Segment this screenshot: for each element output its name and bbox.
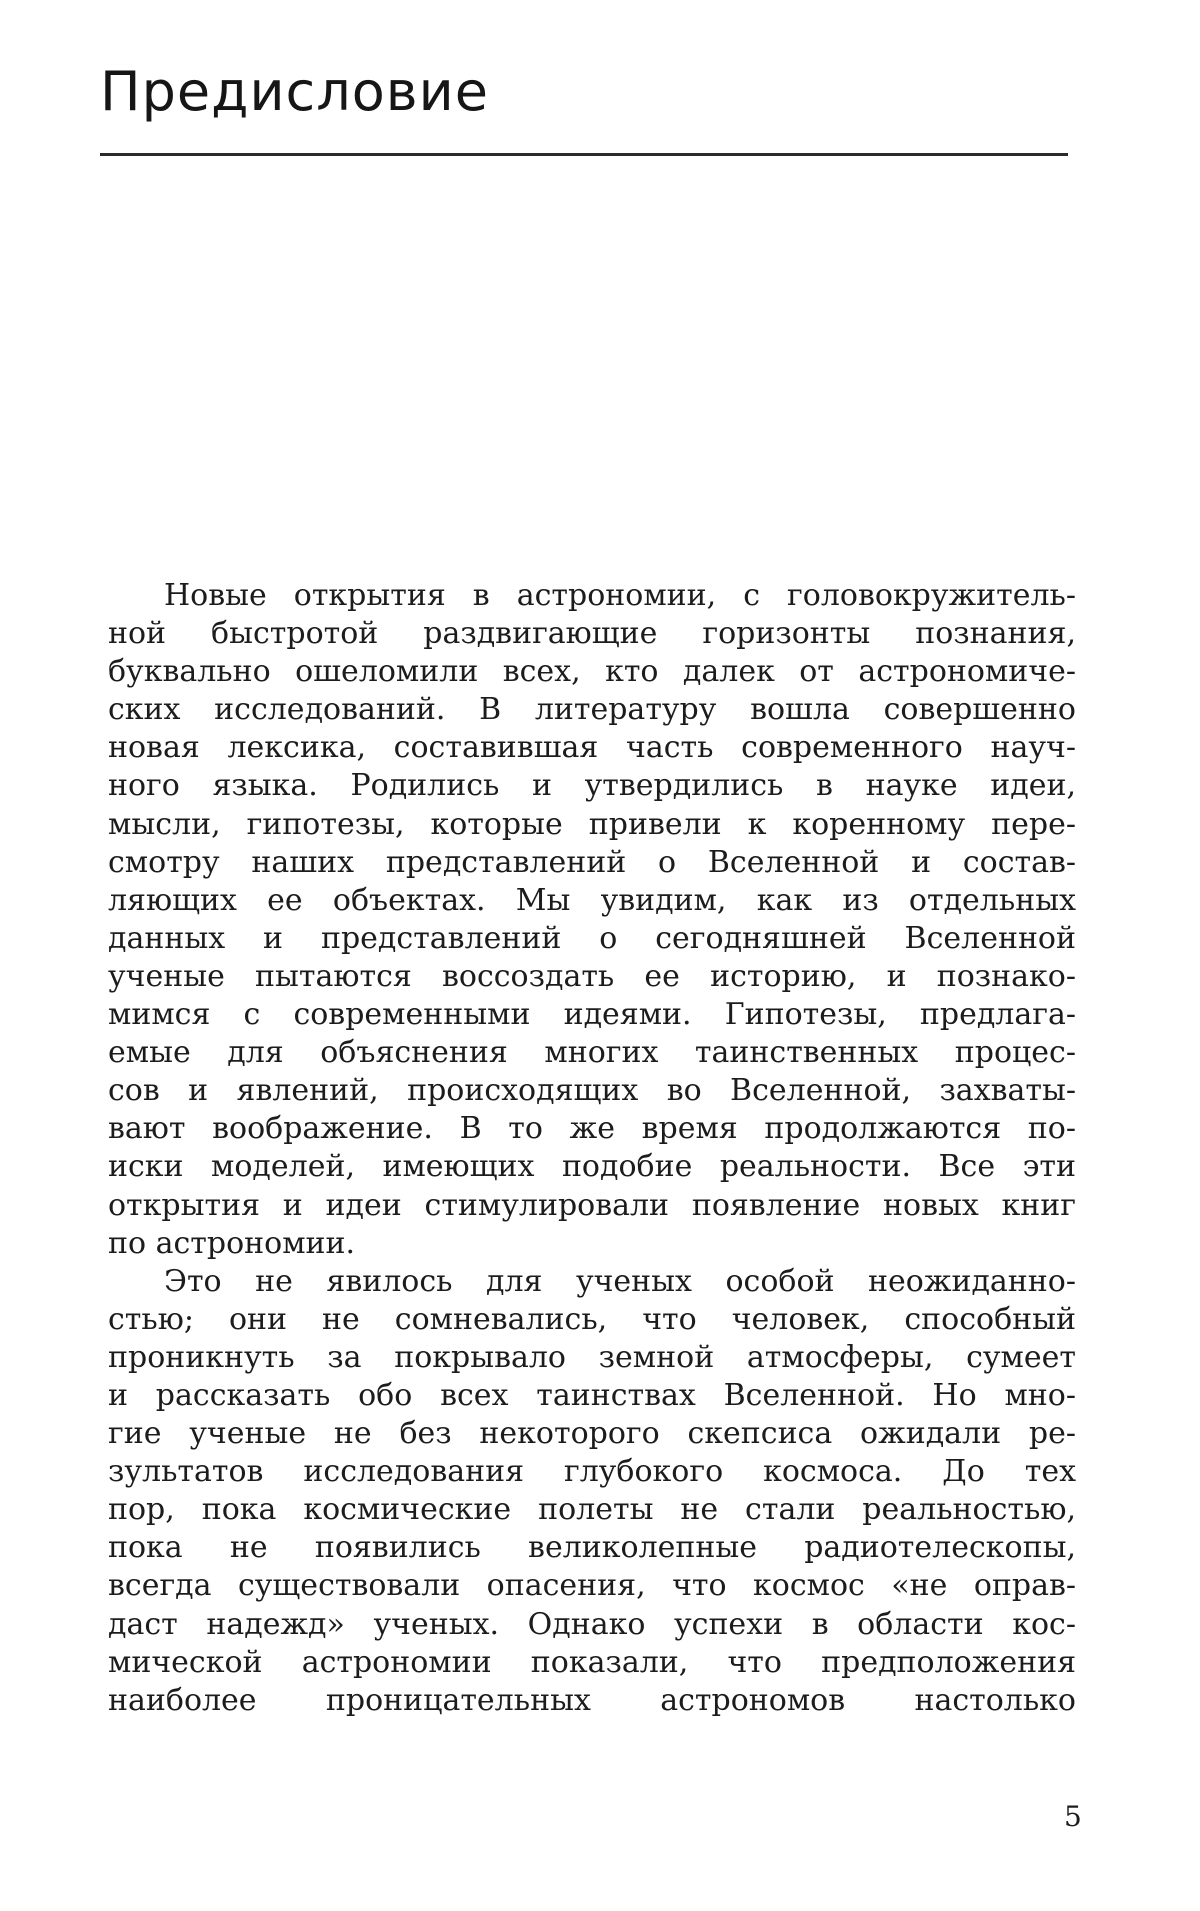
text-line: новая лексика, составившая часть современного науч- [108, 730, 1076, 766]
text-line: мысли, гипотезы, которые привели к коренному пере- [108, 806, 1076, 842]
text-line: мимся с современными идеями. Гипотезы, предлага- [108, 997, 1076, 1033]
text-line: по астрономии. [108, 1225, 356, 1261]
text-line: ских исследований. В литературу вошла совершенно [108, 692, 1076, 728]
text-line: Это не явилось для ученых особой неожиданно- [164, 1263, 1076, 1299]
text-line: пока не появились великолепные радиотелескопы, [108, 1530, 1076, 1566]
text-line: Новые открытия в астрономии, с головокружитель- [164, 578, 1076, 613]
text-line: смотру наших представлений о Вселенной и состав- [108, 844, 1076, 880]
text-line: сов и явлений, происходящих во Вселенной, захваты- [108, 1073, 1076, 1109]
text-line: вают воображение. В то же время продолжаются по- [108, 1111, 1076, 1147]
body-text [108, 577, 1076, 1720]
text-line: гие ученые не без некоторого скепсиса ожидали ре- [108, 1416, 1076, 1452]
text-line: ляющих ее объектах. Мы увидим, как из отдельных [108, 882, 1076, 918]
text-line: и рассказать обо всех таинствах Вселенной. Но мно- [108, 1377, 1076, 1413]
text-line: ной быстротой раздвигающие горизонты познания, [108, 616, 1076, 652]
text-line: ного языка. Родились и утвердились в науке идеи, [108, 768, 1076, 804]
paragraph-2 [108, 1263, 1076, 1720]
text-line: зультатов исследования глубокого космоса. До тех [108, 1454, 1076, 1490]
text-line: наиболее проницательных астрономов настолько [108, 1682, 1076, 1718]
text-line: емые для объяснения многих таинственных процес- [108, 1035, 1076, 1071]
text-line: данных и представлений о сегодняшней Вселенной [108, 920, 1076, 956]
text-line: буквально ошеломили всех, кто далек от астрономиче- [108, 654, 1076, 690]
paragraph-1 [108, 577, 1076, 1263]
text-line: проникнуть за покрывало земной атмосферы, сумеет [108, 1339, 1076, 1375]
title-underline [100, 153, 1068, 156]
text-line: пор, пока космические полеты не стали реальностью, [108, 1492, 1076, 1528]
text-line: открытия и идеи стимулировали появление новых книг [108, 1187, 1076, 1223]
text-line: всегда существовали опасения, что космос «не оправ- [108, 1568, 1076, 1604]
text-line: ученые пытаются воссоздать ее историю, и познако- [108, 958, 1076, 994]
text-line: даст надежд» ученых. Однако успехи в области кос- [108, 1606, 1076, 1642]
text-line: стью; они не сомневались, что человек, способный [108, 1301, 1076, 1337]
page-number: 5 [1064, 1800, 1082, 1833]
text-line: иски моделей, имеющих подобие реальности. Все эти [108, 1149, 1076, 1185]
chapter-title: Предисловие [100, 60, 489, 123]
text-line: мической астрономии показали, что предположения [108, 1644, 1076, 1680]
